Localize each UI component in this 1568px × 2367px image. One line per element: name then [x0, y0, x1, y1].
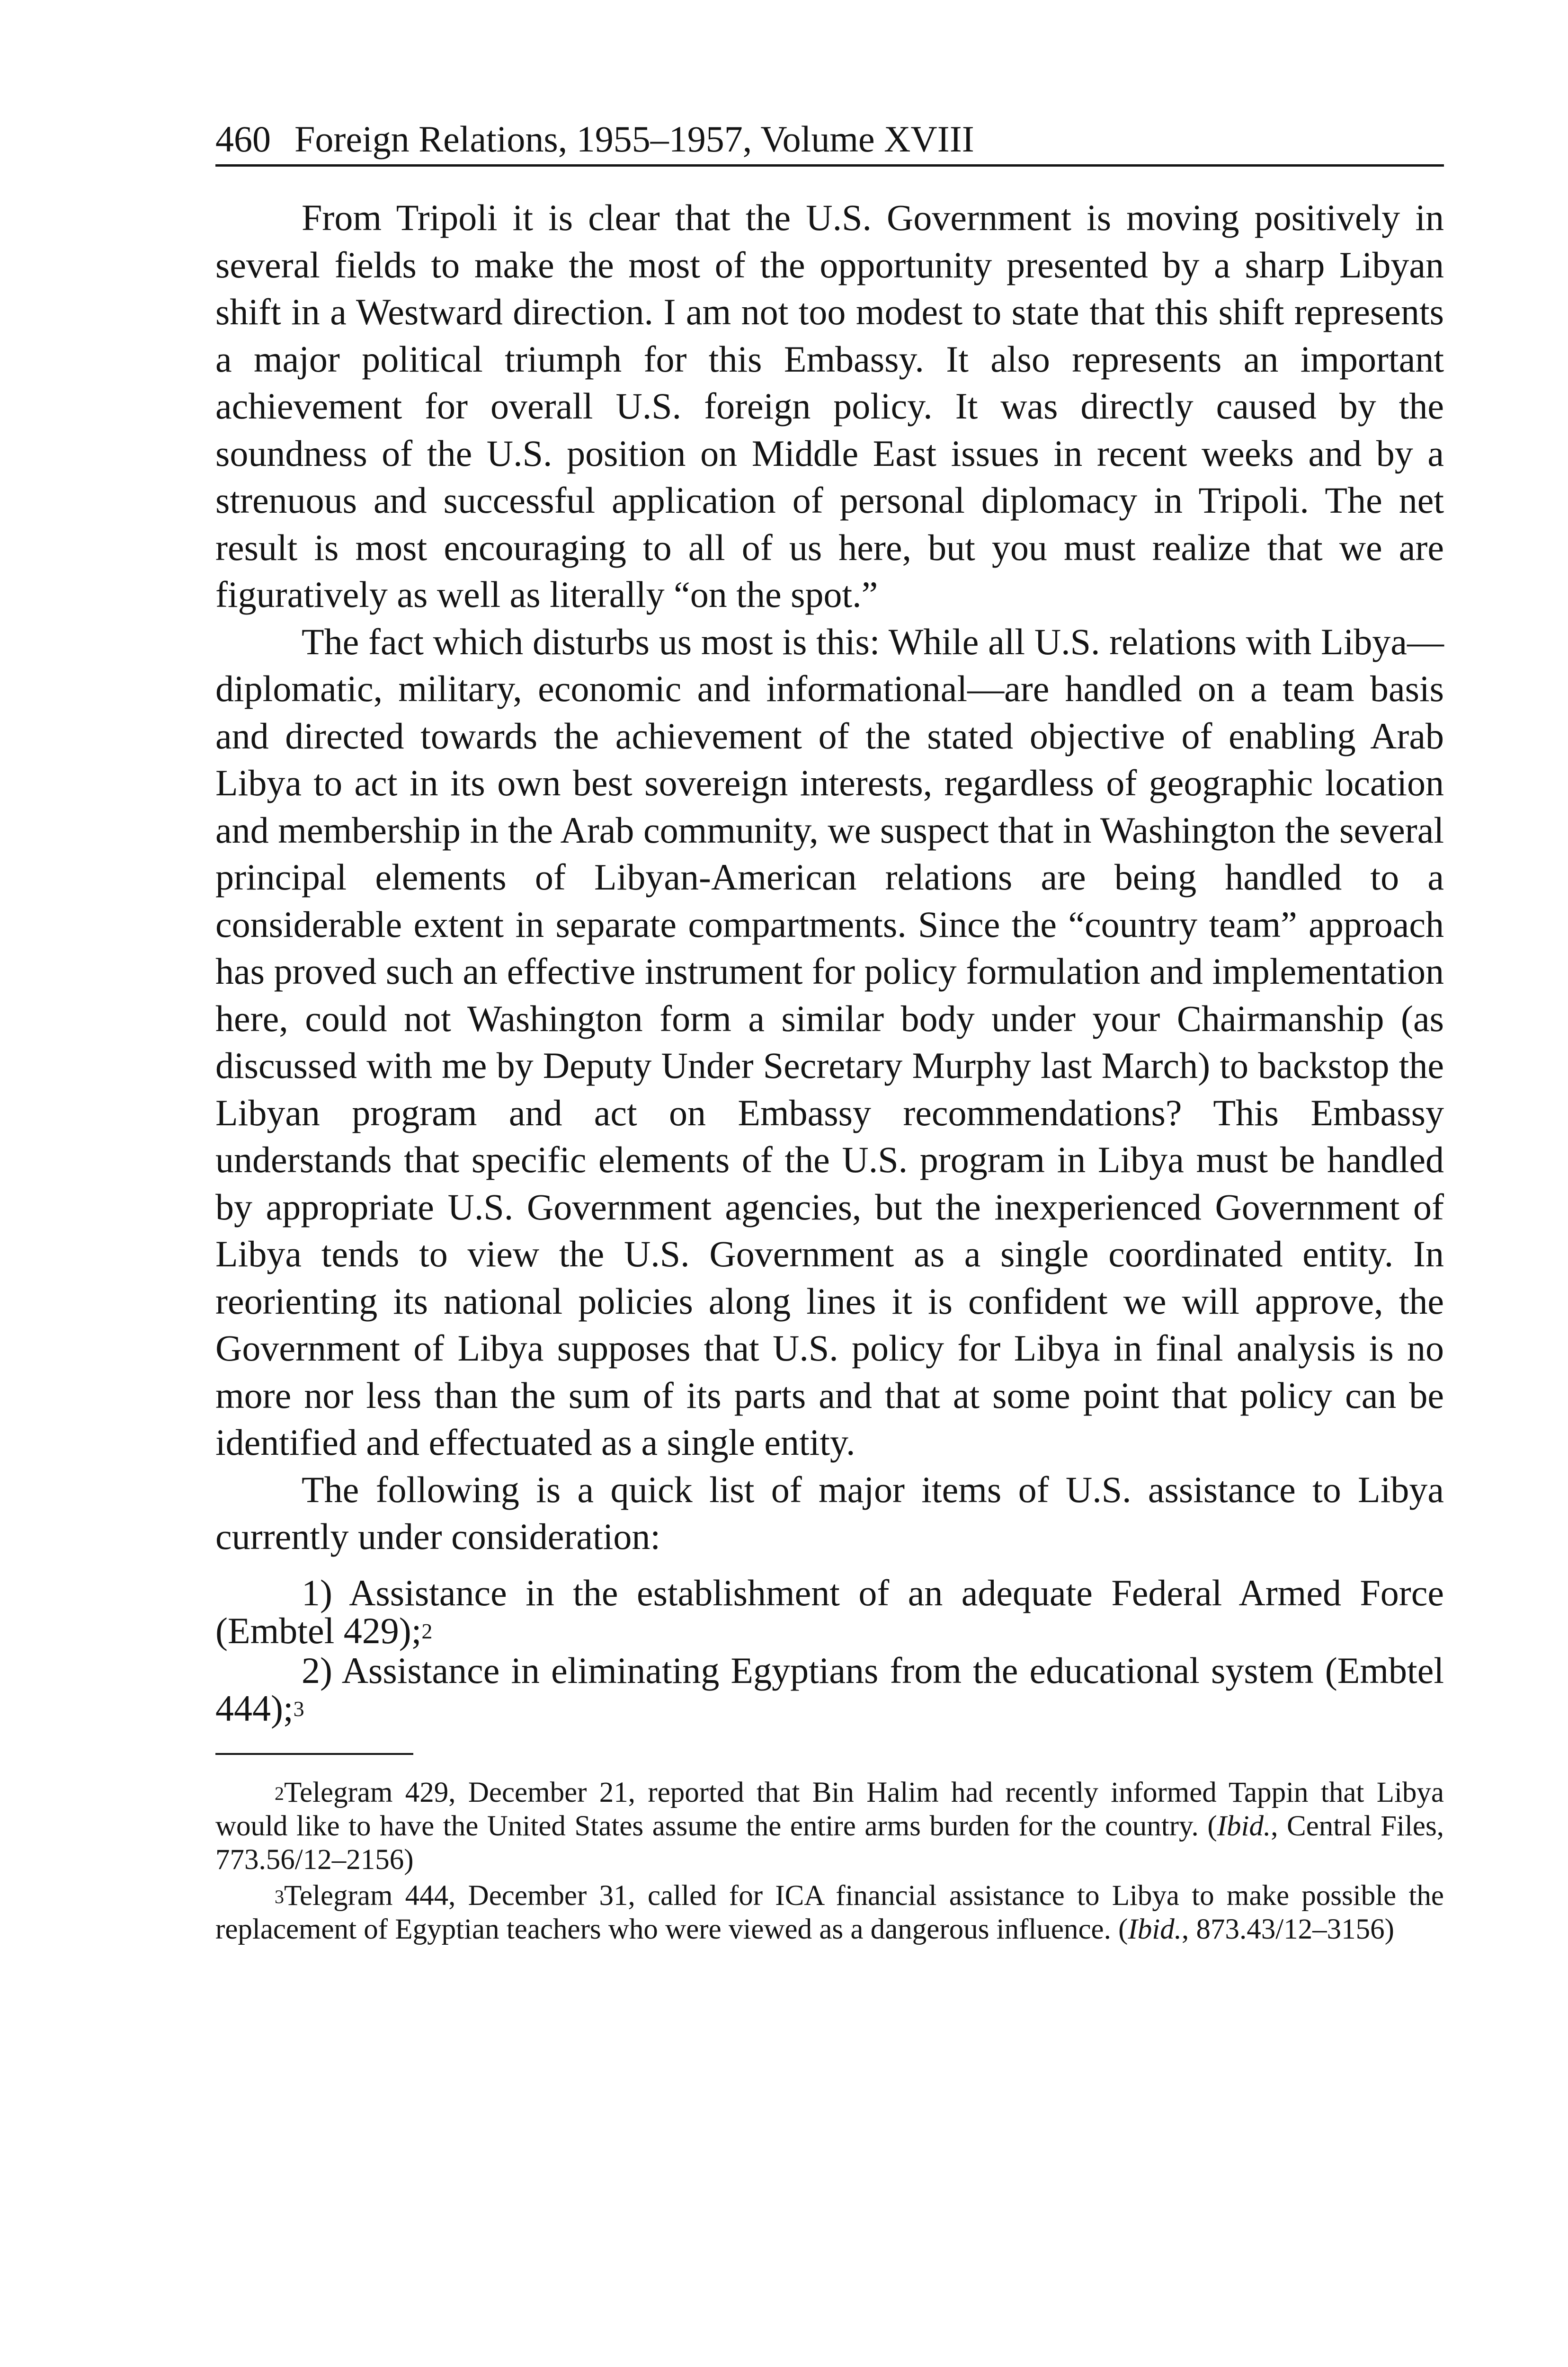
list-item-text: 1) Assistance in the establishment of an adequate Federal Armed Force (Embtel 429);: [215, 1572, 1444, 1651]
paragraph: The following is a quick list of major items of U.S. assistance to Libya currently under consideration:: [215, 1468, 1444, 1557]
footnote-marker: 3: [275, 1886, 284, 1907]
footnote: [215, 1879, 1444, 1946]
page-number: 460: [215, 118, 271, 160]
running-header: [215, 118, 1444, 167]
footnote-marker: 2: [275, 1782, 284, 1804]
footnotes: [215, 1776, 1444, 1946]
footnote-reference: 3: [293, 1696, 304, 1721]
footnote-citation: , 873.43/12–3156): [1181, 1913, 1394, 1945]
footnote-text: Telegram 444, December 31, called for ICA financial assistance to Libya to make possible the replacement of Egyptian teachers who were viewed as a dangerous influence. (: [215, 1879, 1444, 1945]
list-item-text: 2) Assistance in eliminating Egyptians from the educational system (Embtel 444);: [215, 1649, 1444, 1729]
running-title: Foreign Relations, 1955–1957, Volume XVIII: [294, 118, 974, 160]
footnote-ibid: Ibid.: [1217, 1810, 1271, 1842]
footnote-ibid: Ibid.: [1128, 1913, 1182, 1945]
footnote-text: Telegram 429, December 21, reported that Bin Halim had recently informed Tappin that Libya would like to have the United States assume the entire arms burden for the country. (: [215, 1776, 1444, 1842]
document-page: [215, 118, 1444, 1946]
footnote-citation: , Central Files, 773.56/12–2156): [215, 1810, 1444, 1876]
paragraph: From Tripoli it is clear that the U.S. Government is moving positively in several fields to make the most of the opportunity presented by a sharp Libyan shift in a Westward direction. I am not too modest to state that this shift represents a major political triumph for this Embassy. It also represents an important achievement for overall U.S. foreign policy. It was directly caused by the soundness of the U.S. position on Middle East issues in recent weeks and by a strenuous and successful application of personal diplomacy in Tripoli. The net result is most encouraging to all of us here, but you must realize that we are figuratively as well as literally “on the spot.”: [215, 197, 1444, 615]
list-item: [215, 1574, 1444, 1650]
footnote-divider: [215, 1753, 413, 1755]
footnote: [215, 1776, 1444, 1877]
list-item: [215, 1649, 1444, 1729]
footnote-reference: 2: [421, 1619, 433, 1643]
body-text: [215, 194, 1444, 1727]
paragraph: The fact which disturbs us most is this: While all U.S. relations with Libya—diplomatic, military, economic and informational—are handled on a team basis and directed towards the achievement of the stated objective of enabling Arab Libya to act in its own best sovereign interests, regardless of geographic location and membership in the Arab community, we suspect that in Washington the several principal elements of Libyan-American relations are being handled to a considerable extent in separate compartments. Since the “country team” approach has proved such an effective instrument for policy formulation and implementation here, could not Washington form a similar body under your Chairmanship (as discussed with me by Deputy Under Secretary Murphy last March) to backstop the Libyan program and act on Embassy recommendations? This Embassy understands that specific elements of the U.S. program in Libya must be handled by appropriate U.S. Government agencies, but the inexperienced Government of Libya tends to view the U.S. Government as a single coordinated entity. In reorienting its national policies along lines it is confident we will approve, the Government of Libya supposes that U.S. policy for Libya in final analysis is no more nor less than the sum of its parts and that at some point that policy can be identified and effectuated as a single entity.: [215, 621, 1444, 1463]
